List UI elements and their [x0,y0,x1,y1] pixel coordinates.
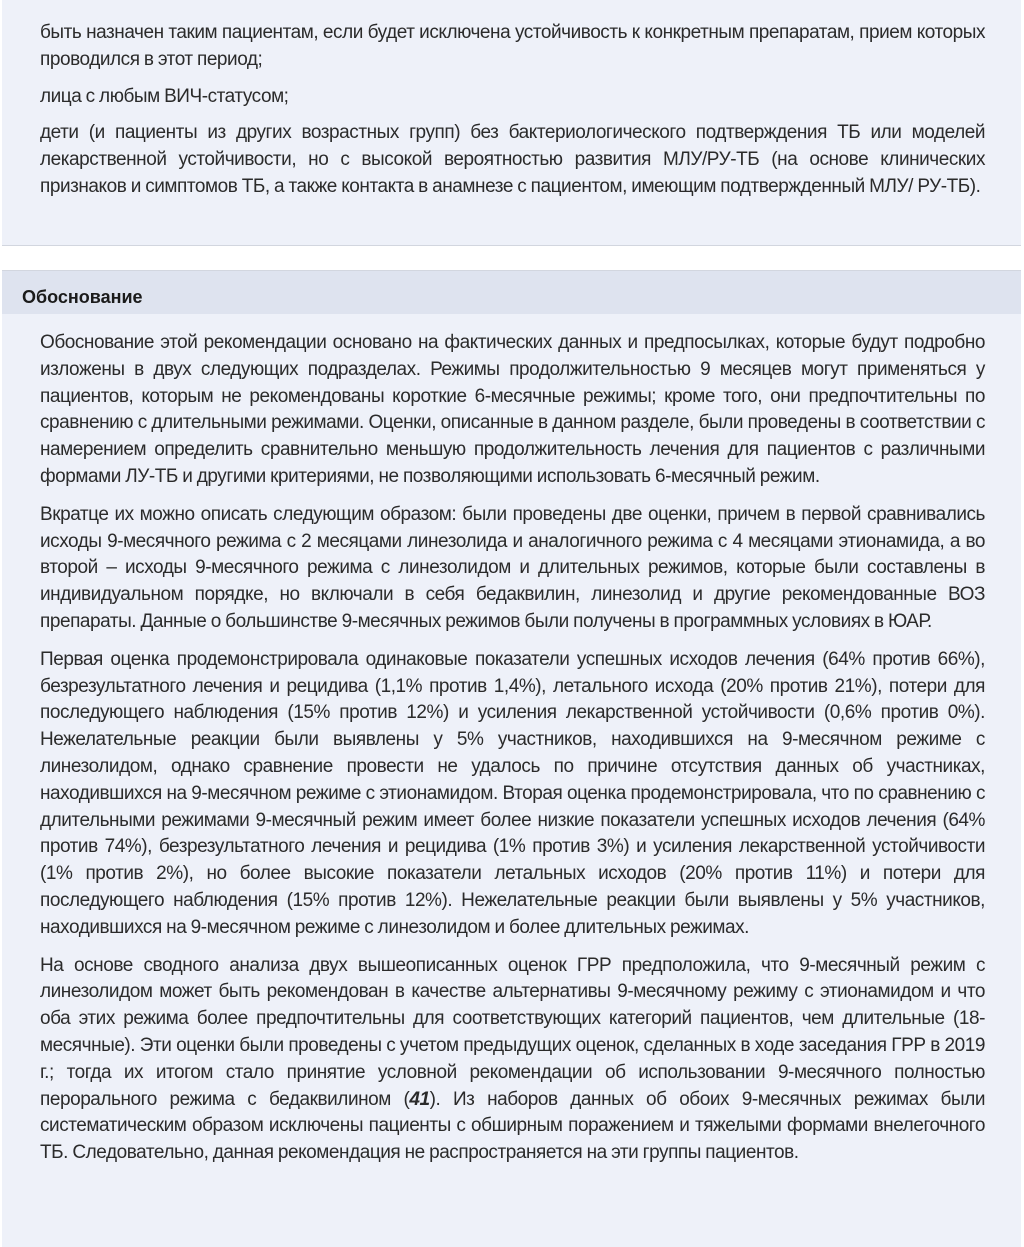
paragraph: лица с любым ВИЧ-статусом; [40,85,289,107]
paragraph: Обоснование этой рекомендации основано на фактических данных и предпосылках, которые будут подробно изложены в двух следующих подразделах. Режимы продолжительностью 9 месяцев могут применяться у пациентов, которым не рекомендованы короткие 6-месячные режимы; кроме того, они предпочтительны по сравнению с длительными режимами. Оценки, описанные в данном разделе, были проведены в соответствии с намерением определить сравнительно меньшую продолжительность лечения для пациентов с различными формами ЛУ-ТБ и другими критериями, не позволяющими использовать 6-месячный режим. [40,332,985,487]
paragraph-text: На основе сводного анализа двух вышеописанных оценок ГРР предположила, что 9-месячный режим с линезолидом может быть рекомендован в качестве альтернативы 9-месячному режиму с этионамидом и что оба этих режима более предпочтительны для соответствующих категорий пациентов, чем длительные (18-месячные). Эти оценки были проведены с учетом предыдущих оценок, сделанных в ходе заседания ГРР в 2019 г.; тогда их итогом стало принятие условной рекомендации об использовании 9-месячного полностью перорального режима с бедаквилином ( [40,954,985,1110]
eligibility-continuation-box [2,0,1021,246]
rationale-body [2,314,1021,1167]
paragraph [40,953,985,1167]
paragraph: Вкратце их можно описать следующим образом: были проведены две оценки, причем в первой сравнивались исходы 9-месячного режима с 2 месяцами линезолида и аналогичного режима с 4 месяцами этионамида, а во второй – исходы 9-месячного режима с линезолидом и длительных режимов, которые были составлены в индивидуальном порядке, но включали в себя бедаквилин, линезолид и другие рекомендованные ВОЗ препараты. Данные о большинстве 9-месячных режимов были получены в программных условиях в ЮАР. [40,503,985,632]
reference-link[interactable]: 41 [409,1088,430,1110]
paragraph: быть назначен таким пациентам, если будет исключена устойчивость к конкретным препаратам, прием которых проводился в этот период; [40,22,985,70]
rationale-box [2,270,1021,1247]
rationale-heading: Обоснование [2,271,1021,314]
paragraph-text: ). Из наборов данных об обоих 9-месячных режимах были систематическим образом исключены пациенты с обширным поражением и тяжелыми формами внелегочного ТБ. Следовательно, данная рекомендация не распространяется на эти группы пациентов. [40,1088,985,1164]
paragraph: дети (и пациенты из других возрастных групп) без бактериологического подтверждения ТБ или моделей лекарственной устойчивости, но с высокой вероятностью развития МЛУ/РУ-ТБ (на основе клинических признаков и симптомов ТБ, а также контакта в анамнезе с пациентом, имеющим подтвержденный МЛУ/ РУ-ТБ). [40,122,985,197]
paragraph: Первая оценка продемонстрировала одинаковые показатели успешных исходов лечения (64% против 66%), безрезультатного лечения и рецидива (1,1% против 1,4%), летального исхода (20% против 21%), потери для последующего наблюдения (15% против 12%) и усиления лекарственной устойчивости (0,6% против 0%). Нежелательные реакции были выявлены у 5% участников, находившихся на 9-месячном режиме с линезолидом, однако сравнение провести не удалось по причине отсутствия данных об участниках, находившихся на 9-месячном режиме с этионамидом. Вторая оценка продемонстрировала, что по сравнению с длительными режимами 9-месячный режим имеет более низкие показатели успешных исходов лечения (64% против 74%), безрезультатного лечения и рецидива (1% против 3%) и усиления лекарственной устойчивости (1% против 2%), но более высокие показатели летальных исходов (20% против 11%) и потери для последующего наблюдения (15% против 12%). Нежелательные реакции были выявлены у 5% участников, находившихся на 9-месячном режиме с линезолидом и более длительных режимах. [40,648,985,938]
